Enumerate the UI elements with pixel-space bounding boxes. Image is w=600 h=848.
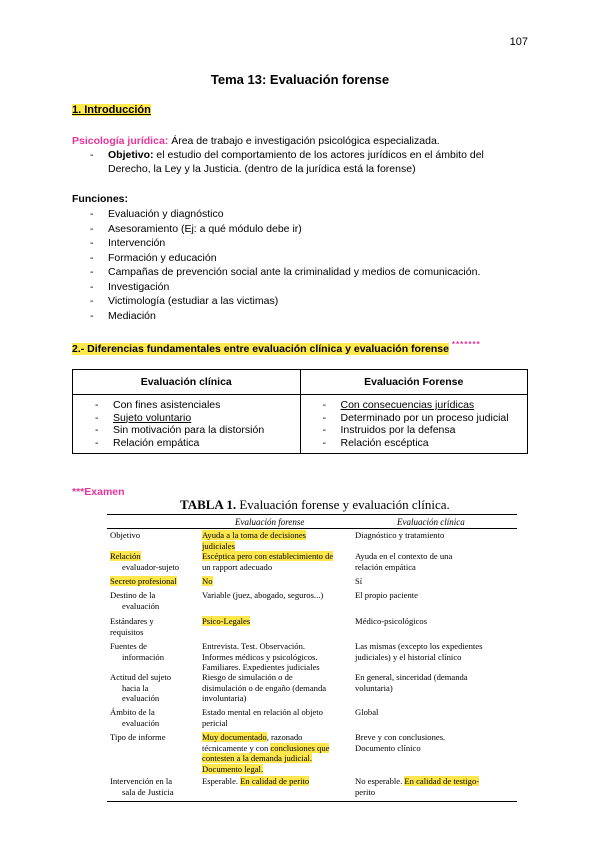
clinica-cell <box>73 395 301 454</box>
table-row: Fuentes de información <box>110 641 164 662</box>
objetivo-bullet-cont: Derecho, la Ley y la Justicia. (dentro de la jurídica está la forense) <box>108 163 416 175</box>
list-item: Campañas de prevención social ante la criminalidad y medios de comunicación. <box>108 266 481 278</box>
table-row: Secreto profesional <box>110 576 177 586</box>
list-item: Evaluación y diagnóstico <box>108 208 224 220</box>
term-definition: Área de trabajo e investigación psicológica especializada. <box>168 135 440 147</box>
objetivo-label: Objetivo: <box>108 149 154 161</box>
list-item: - Sujeto voluntario <box>73 412 300 425</box>
comparison-table <box>72 369 528 454</box>
list-item: - Determinado por un proceso judicial <box>301 412 528 425</box>
table-row: Relación evaluador-sujeto <box>110 551 180 572</box>
table-row: Tipo de informe <box>110 732 166 742</box>
list-item: - Instruidos por la defensa <box>301 424 528 437</box>
list-item: Investigación <box>108 280 170 293</box>
header-clinica: Evaluación clínica <box>397 517 465 527</box>
section2-heading: 2.- Diferencias fundamentales entre evaluación clínica y evaluación forense ******* <box>72 340 481 355</box>
table-row: Estándares y requisitos <box>110 616 154 637</box>
psicologia-juridica-definition <box>72 134 440 148</box>
figure-caption: TABLA 1. Evaluación forense y evaluación clínica. <box>180 497 450 512</box>
table-row: Intervención en la sala de Justicia <box>110 776 174 797</box>
section1-heading: 1. Introducción <box>72 104 151 116</box>
list-item: Mediación <box>108 309 156 322</box>
list-item: - Con consecuencias jurídicas <box>301 399 528 412</box>
col-clinica-header: Evaluación clínica <box>73 370 301 395</box>
col-forense-header: Evaluación Forense <box>300 370 528 395</box>
header-forense: Evaluación forense <box>235 517 305 527</box>
objetivo-bullet: Objetivo: el estudio del comportamiento de los actores jurídicos en el ámbito del <box>108 149 484 161</box>
table-row: Ámbito de la evaluación <box>110 707 160 728</box>
list-item: - Sin motivación para la distorsión <box>73 424 300 437</box>
list-item: Intervención <box>108 237 166 249</box>
funciones-heading: Funciones: <box>72 193 129 205</box>
list-item: - Relación escéptica <box>301 437 528 450</box>
list-item: - Relación empática <box>73 437 300 450</box>
list-item: Asesoramiento (Ej: a qué módulo debe ir) <box>108 222 302 235</box>
term-label: Psicología jurídica: <box>72 135 169 147</box>
stars-mark: ******* <box>451 340 481 349</box>
list-item: Formación y educación <box>108 251 217 264</box>
list-item: - Con fines asistenciales <box>73 399 300 412</box>
table-row: Objetivo <box>110 530 141 540</box>
forense-cell <box>300 395 528 454</box>
list-item: Victimología (estudiar a las victimas) <box>108 295 279 307</box>
page-number: 107 <box>509 36 528 48</box>
table-row: Actitud del sujeto hacia la evaluación <box>110 672 172 703</box>
examen-note: ***Examen <box>72 486 125 498</box>
table-row: Destino de la evaluación <box>110 590 160 611</box>
page-title: Tema 13: Evaluación forense <box>210 72 390 87</box>
